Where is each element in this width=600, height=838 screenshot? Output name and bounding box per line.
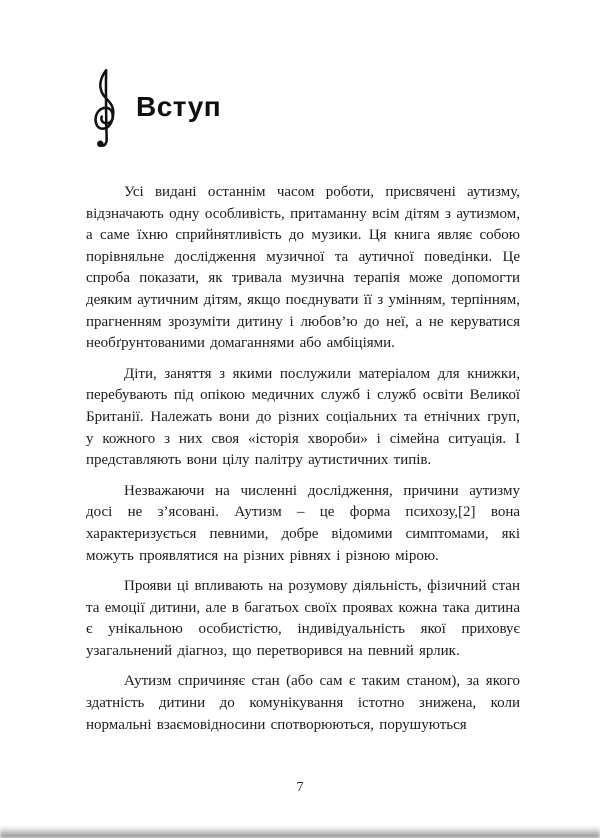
paragraph-2: Діти, заняття з якими послужили матеріалом для книжки, перебувають під опікою медичних служб і служб освіти Великої Британії. Належать вони до різних соціальних та етнічних груп, у кожного з них своя «історія хвороби» і сімейна ситуація. І представляють вони цілу палітру аутистичних типів. — [86, 365, 520, 469]
paragraph-4: Прояви ці впливають на розумову діяльність, фізичний стан та емоції дитини, але в багатьох своїх проявах кожна така дитина є унікальною особистістю, індивідуальність якої приховує узагальнений діагноз, що перетворився на певний ярлик. — [86, 578, 520, 659]
paragraph-3: Незважаючи на численні дослідження, причини аутизму досі не з’ясовані. Аутизм – це форма психозу,[2] вона характеризується певними, добре відомими симптомами, які можуть проявлятися на різних рівнях і різною мірою. — [86, 482, 520, 564]
page-content — [86, 64, 520, 745]
page-number: 7 — [296, 780, 304, 795]
treble-clef-icon — [88, 66, 122, 154]
chapter-header — [88, 64, 520, 156]
paragraph-5: Аутизм спричиняє стан (або сам є таким станом), за якого здатність дитини до комунікування істотно знижена, коли нормальні взаємовідносини спотворюються, порушуються — [86, 673, 520, 733]
chapter-title: Вступ — [136, 91, 222, 122]
scan-edge-artifact — [0, 826, 600, 838]
paragraph-1: Усі видані останнім часом роботи, присвячені аутизму, відзначають одну особливість, притаманну всім дітям з аутизмом, а саме їхню сприйнятливість до музики. Ця книга являє собою порівняльне дослідження музичної та аутичної поведінки. Це спроба показати, як тривала музична терапія може допомогти деяким аутичним дітям, якщо поєднувати її з умінням, терпінням, прагненням зрозуміти дитину і любов’ю до неї, а не керуватися необґрунтованими домаганнями або амбіціями. — [86, 184, 520, 352]
chapter-body — [86, 182, 520, 736]
